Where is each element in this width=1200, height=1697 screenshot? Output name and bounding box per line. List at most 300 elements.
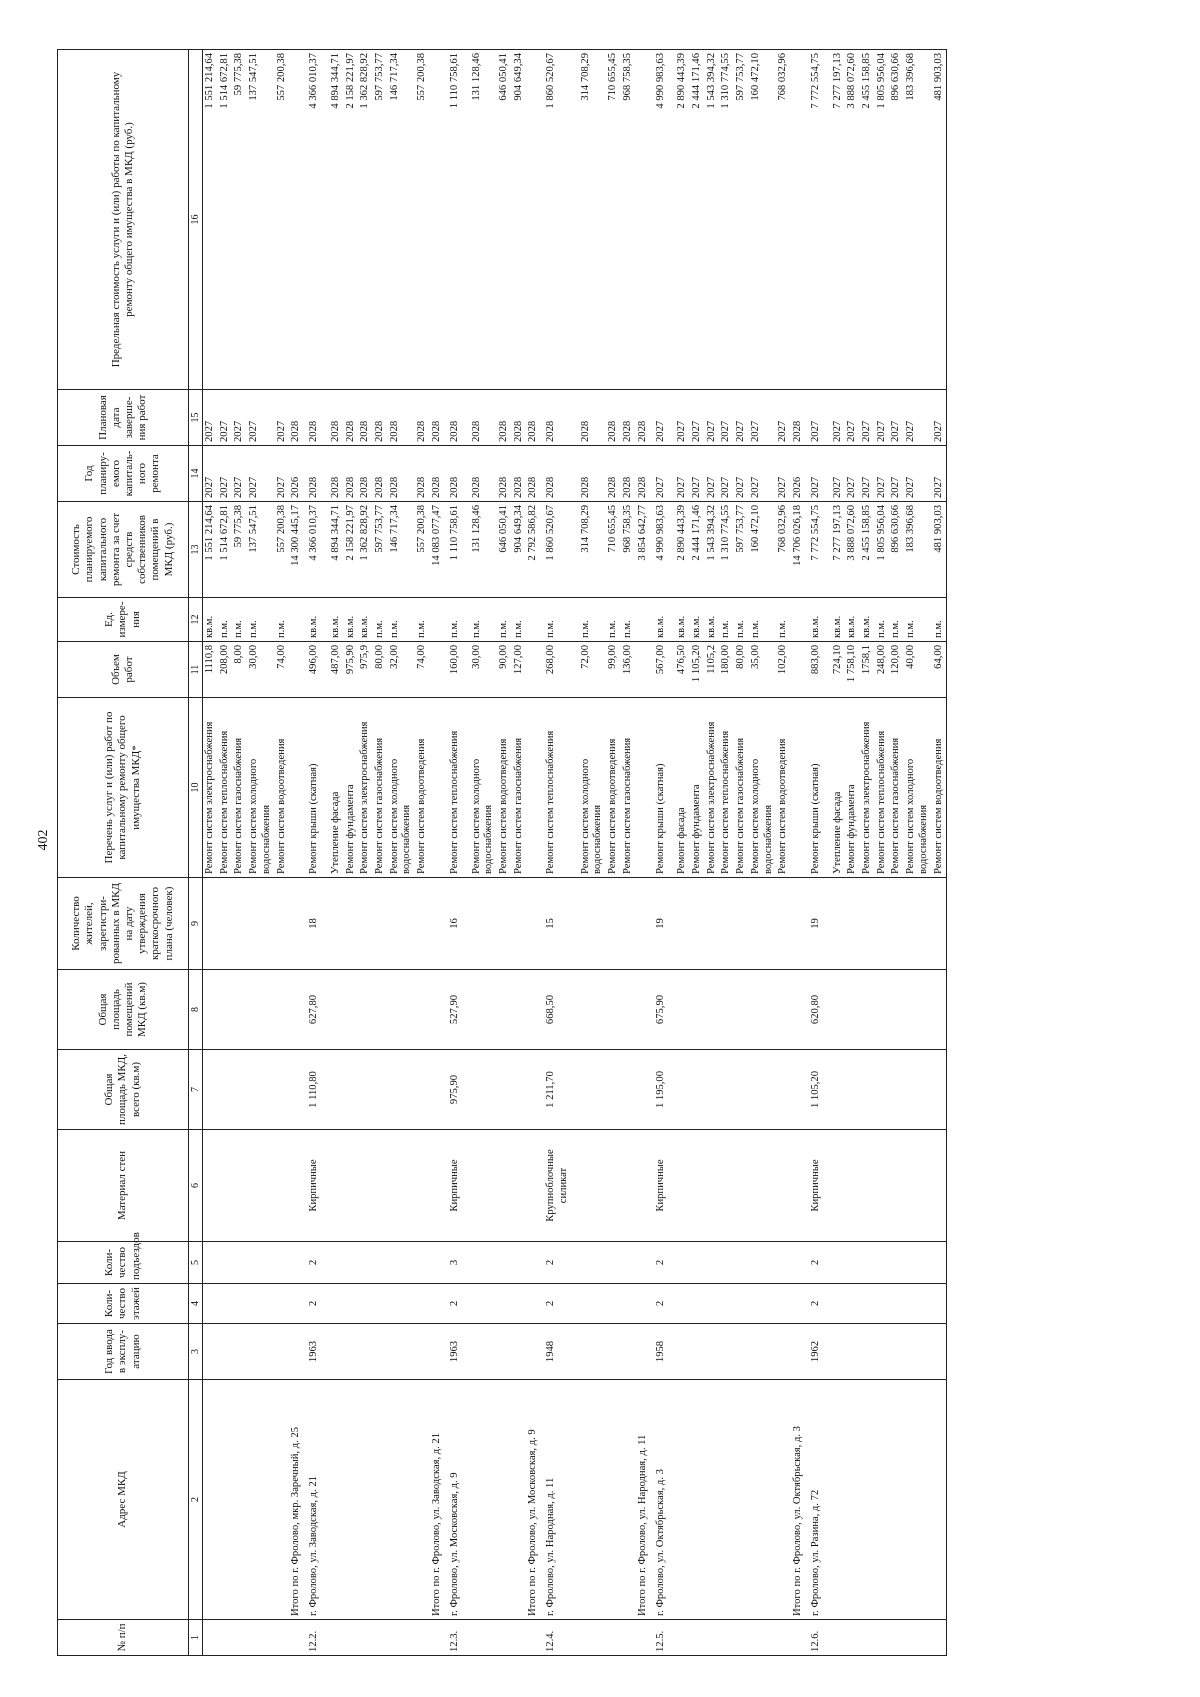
work-row <box>734 50 749 1656</box>
cell-col-13: 14 083 077,47 <box>430 502 448 598</box>
cell-col-5 <box>636 1242 654 1284</box>
cell-col-6 <box>831 1130 846 1242</box>
cell-col-11: 567,00 <box>654 642 676 698</box>
cell-col-4 <box>636 1284 654 1324</box>
cell-col-11: 40,00 <box>904 642 931 698</box>
cell-col-12: п.м. <box>470 598 497 642</box>
cell-col-3 <box>690 1324 705 1380</box>
cell-col-9 <box>791 878 809 970</box>
cell-col-4 <box>388 1284 415 1324</box>
cell-col-1 <box>203 1620 218 1656</box>
cell-col-2 <box>497 1380 512 1620</box>
column-number-3: 3 <box>189 1324 203 1380</box>
cell-col-12: п.м. <box>275 598 290 642</box>
cell-col-9 <box>415 878 430 970</box>
cell-col-16: 968 758,35 <box>621 50 636 390</box>
cell-col-9 <box>579 878 606 970</box>
cell-col-9 <box>705 878 720 970</box>
cell-col-9 <box>218 878 233 970</box>
cell-col-12: кв.м. <box>860 598 875 642</box>
cell-col-9 <box>203 878 218 970</box>
cell-col-2 <box>388 1380 415 1620</box>
cell-col-10: Ремонт систем холодного водоснабжения <box>904 698 931 878</box>
cell-col-7 <box>690 1050 705 1130</box>
cell-col-14: 2028 <box>636 446 654 502</box>
cell-col-9 <box>845 878 860 970</box>
cell-col-16: 896 630,66 <box>889 50 904 390</box>
cell-col-8: 527,90 <box>448 970 470 1050</box>
cell-col-7: 975,90 <box>448 1050 470 1130</box>
cell-col-14: 2027 <box>875 446 890 502</box>
cell-col-7 <box>579 1050 606 1130</box>
cell-col-6 <box>430 1130 448 1242</box>
cell-col-16 <box>636 50 654 390</box>
cell-col-16: 646 050,41 <box>497 50 512 390</box>
cell-col-8 <box>675 970 690 1050</box>
column-header-9: Количество жителей, зарегистри-рованных в МКД на дату утверждения краткосрочного плана (человек) <box>58 878 189 970</box>
cell-col-12: кв.м. <box>809 598 831 642</box>
cell-col-3 <box>232 1324 247 1380</box>
cell-col-2 <box>831 1380 846 1620</box>
cell-col-6 <box>675 1130 690 1242</box>
cell-col-6: Кирпичные <box>809 1130 831 1242</box>
cell-col-16: 2 455 158,85 <box>860 50 875 390</box>
cell-col-8 <box>932 970 947 1050</box>
cell-col-1 <box>831 1620 846 1656</box>
cell-col-12: кв.м. <box>358 598 373 642</box>
cell-col-11: 1105,2 <box>705 642 720 698</box>
cell-col-2 <box>203 1380 218 1620</box>
total-row <box>430 50 448 1656</box>
work-row <box>690 50 705 1656</box>
cell-col-15: 2027 <box>776 390 791 446</box>
cell-col-5 <box>932 1242 947 1284</box>
cell-col-1 <box>734 1620 749 1656</box>
cell-col-9 <box>344 878 359 970</box>
header-row <box>58 50 189 1656</box>
cell-col-15: 2027 <box>218 390 233 446</box>
cell-col-8 <box>497 970 512 1050</box>
cell-col-15: 2028 <box>430 390 448 446</box>
cell-col-11: 724,10 <box>831 642 846 698</box>
cell-col-12: п.м. <box>749 598 776 642</box>
cell-col-7 <box>218 1050 233 1130</box>
cell-col-3 <box>329 1324 344 1380</box>
cell-col-12: п.м. <box>932 598 947 642</box>
cell-col-7 <box>329 1050 344 1130</box>
cell-col-7 <box>636 1050 654 1130</box>
cell-col-6 <box>218 1130 233 1242</box>
object-row <box>307 50 329 1656</box>
cell-col-5 <box>218 1242 233 1284</box>
cell-col-14: 2028 <box>497 446 512 502</box>
cell-col-7 <box>606 1050 621 1130</box>
cell-col-7 <box>415 1050 430 1130</box>
column-header-14: Год планиру-емого капиталь-ного ремонта <box>58 446 189 502</box>
cell-col-7 <box>470 1050 497 1130</box>
cell-col-14: 2027 <box>232 446 247 502</box>
column-header-13: Стоимость планируемого капитального ремонта за счет средств собственников помещений в МКД (руб.) <box>58 502 189 598</box>
cell-col-15: 2028 <box>497 390 512 446</box>
cell-col-5: 2 <box>307 1242 329 1284</box>
cell-col-12: п.м. <box>875 598 890 642</box>
cell-col-1: 12.2. <box>307 1620 329 1656</box>
cell-col-1 <box>232 1620 247 1656</box>
cell-col-5 <box>344 1242 359 1284</box>
cell-col-15: 2028 <box>344 390 359 446</box>
cell-col-16: 768 032,96 <box>776 50 791 390</box>
cell-col-2: Итого по г. Фролово, ул. Заводская, д. 21 <box>430 1380 448 1620</box>
cell-col-4 <box>329 1284 344 1324</box>
cell-col-15: 2028 <box>289 390 307 446</box>
cell-col-7 <box>889 1050 904 1130</box>
cell-col-13: 1 310 774,55 <box>719 502 734 598</box>
cell-col-2: Итого по г. Фролово, мкр. Заречный, д. 25 <box>289 1380 307 1620</box>
cell-col-5 <box>358 1242 373 1284</box>
cell-col-11: 1110,8 <box>203 642 218 698</box>
cell-col-13: 1 110 758,61 <box>448 502 470 598</box>
cell-col-4: 2 <box>448 1284 470 1324</box>
cell-col-1 <box>512 1620 527 1656</box>
cell-col-6 <box>734 1130 749 1242</box>
cell-col-8 <box>860 970 875 1050</box>
total-row <box>791 50 809 1656</box>
cell-col-9 <box>358 878 373 970</box>
cell-col-3 <box>247 1324 274 1380</box>
cell-col-13: 597 753,77 <box>734 502 749 598</box>
cell-col-6: Крупноблочные силикат <box>544 1130 578 1242</box>
cell-col-3 <box>875 1324 890 1380</box>
cell-col-14: 2027 <box>776 446 791 502</box>
cell-col-1 <box>247 1620 274 1656</box>
cell-col-9 <box>831 878 846 970</box>
cell-col-6 <box>329 1130 344 1242</box>
cell-col-12: п.м. <box>719 598 734 642</box>
work-row <box>203 50 218 1656</box>
cell-col-14: 2028 <box>358 446 373 502</box>
rotated-page <box>57 50 1200 1656</box>
capital-repair-table <box>57 49 947 1656</box>
cell-col-2 <box>512 1380 527 1620</box>
cell-col-6 <box>889 1130 904 1242</box>
cell-col-12: кв.м. <box>307 598 329 642</box>
column-header-16: Предельная стоимость услуги и (или) работы по капитальному ремонту общего имущества в МКД (руб.) <box>58 50 189 390</box>
cell-col-10: Ремонт систем теплоснабжения <box>448 698 470 878</box>
cell-col-10: Ремонт систем водоотведения <box>776 698 791 878</box>
cell-col-10 <box>430 698 448 878</box>
cell-col-7 <box>373 1050 388 1130</box>
cell-col-7 <box>932 1050 947 1130</box>
cell-col-13: 7 772 554,75 <box>809 502 831 598</box>
column-number-5: 5 <box>189 1242 203 1284</box>
cell-col-5 <box>232 1242 247 1284</box>
cell-col-16 <box>526 50 544 390</box>
cell-col-2: Итого по г. Фролово, ул. Октябрьская, д. 3 <box>791 1380 809 1620</box>
cell-col-8 <box>344 970 359 1050</box>
cell-col-6 <box>860 1130 875 1242</box>
cell-col-10: Ремонт систем газоснабжения <box>373 698 388 878</box>
cell-col-1 <box>430 1620 448 1656</box>
cell-col-3 <box>831 1324 846 1380</box>
total-row <box>526 50 544 1656</box>
cell-col-7 <box>904 1050 931 1130</box>
column-number-row <box>189 50 203 1656</box>
cell-col-10 <box>636 698 654 878</box>
cell-col-3 <box>344 1324 359 1380</box>
cell-col-4 <box>344 1284 359 1324</box>
cell-col-10: Ремонт систем холодного водоснабжения <box>579 698 606 878</box>
cell-col-8 <box>889 970 904 1050</box>
cell-col-2 <box>932 1380 947 1620</box>
cell-col-14: 2027 <box>203 446 218 502</box>
object-row <box>654 50 676 1656</box>
cell-col-16: 2 158 221,97 <box>344 50 359 390</box>
cell-col-8 <box>247 970 274 1050</box>
cell-col-13: 2 444 171,46 <box>690 502 705 598</box>
work-row <box>497 50 512 1656</box>
cell-col-15: 2028 <box>388 390 415 446</box>
cell-col-16: 4 366 010,37 <box>307 50 329 390</box>
cell-col-13: 146 717,34 <box>388 502 415 598</box>
cell-col-15: 2027 <box>749 390 776 446</box>
cell-col-6 <box>791 1130 809 1242</box>
cell-col-12: кв.м. <box>344 598 359 642</box>
cell-col-13: 14 706 026,18 <box>791 502 809 598</box>
cell-col-9 <box>526 878 544 970</box>
cell-col-7 <box>526 1050 544 1130</box>
cell-col-14: 2028 <box>430 446 448 502</box>
cell-col-7 <box>232 1050 247 1130</box>
cell-col-5 <box>675 1242 690 1284</box>
work-row <box>373 50 388 1656</box>
cell-col-8 <box>904 970 931 1050</box>
cell-col-13: 1 543 394,32 <box>705 502 720 598</box>
cell-col-3: 1948 <box>544 1324 578 1380</box>
cell-col-8 <box>579 970 606 1050</box>
cell-col-10: Ремонт фасада <box>675 698 690 878</box>
cell-col-14: 2028 <box>579 446 606 502</box>
cell-col-1 <box>218 1620 233 1656</box>
cell-col-16: 597 753,77 <box>734 50 749 390</box>
cell-col-11: 127,00 <box>512 642 527 698</box>
cell-col-3: 1963 <box>448 1324 470 1380</box>
cell-col-14: 2028 <box>388 446 415 502</box>
column-number-9: 9 <box>189 878 203 970</box>
cell-col-16: 4 990 983,63 <box>654 50 676 390</box>
column-number-11: 11 <box>189 642 203 698</box>
cell-col-11: 30,00 <box>470 642 497 698</box>
column-number-10: 10 <box>189 698 203 878</box>
cell-col-1 <box>932 1620 947 1656</box>
cell-col-4 <box>705 1284 720 1324</box>
cell-col-10: Ремонт систем теплоснабжения <box>218 698 233 878</box>
cell-col-15: 2028 <box>544 390 578 446</box>
cell-col-11: 30,00 <box>247 642 274 698</box>
cell-col-7 <box>705 1050 720 1130</box>
cell-col-11: 136,00 <box>621 642 636 698</box>
cell-col-8 <box>512 970 527 1050</box>
cell-col-9: 18 <box>307 878 329 970</box>
cell-col-8: 620,80 <box>809 970 831 1050</box>
cell-col-2 <box>329 1380 344 1620</box>
work-row <box>358 50 373 1656</box>
cell-col-8 <box>275 970 290 1050</box>
column-number-15: 15 <box>189 390 203 446</box>
cell-col-4 <box>719 1284 734 1324</box>
cell-col-11: 476,50 <box>675 642 690 698</box>
cell-col-2 <box>358 1380 373 1620</box>
cell-col-6 <box>203 1130 218 1242</box>
cell-col-5 <box>289 1242 307 1284</box>
cell-col-15: 2027 <box>203 390 218 446</box>
cell-col-8 <box>289 970 307 1050</box>
cell-col-9 <box>430 878 448 970</box>
cell-col-4 <box>860 1284 875 1324</box>
cell-col-6 <box>289 1130 307 1242</box>
cell-col-6 <box>636 1130 654 1242</box>
cell-col-12: п.м. <box>415 598 430 642</box>
cell-col-10: Ремонт систем теплоснабжения <box>875 698 890 878</box>
cell-col-12 <box>791 598 809 642</box>
cell-col-4 <box>749 1284 776 1324</box>
cell-col-5 <box>776 1242 791 1284</box>
cell-col-5 <box>415 1242 430 1284</box>
cell-col-10: Ремонт систем холодного водоснабжения <box>388 698 415 878</box>
cell-col-15: 2028 <box>579 390 606 446</box>
cell-col-9 <box>776 878 791 970</box>
work-row <box>415 50 430 1656</box>
cell-col-5 <box>526 1242 544 1284</box>
cell-col-11: 496,00 <box>307 642 329 698</box>
cell-col-7 <box>358 1050 373 1130</box>
cell-col-11: 80,00 <box>373 642 388 698</box>
cell-col-2 <box>606 1380 621 1620</box>
cell-col-16: 1 310 774,55 <box>719 50 734 390</box>
cell-col-4 <box>932 1284 947 1324</box>
cell-col-11: 975,90 <box>344 642 359 698</box>
cell-col-10: Утепление фасада <box>831 698 846 878</box>
cell-col-10: Ремонт систем газоснабжения <box>889 698 904 878</box>
cell-col-8 <box>218 970 233 1050</box>
cell-col-13: 59 775,38 <box>232 502 247 598</box>
cell-col-2 <box>232 1380 247 1620</box>
cell-col-11: 32,00 <box>388 642 415 698</box>
cell-col-11: 180,00 <box>719 642 734 698</box>
cell-col-5 <box>831 1242 846 1284</box>
cell-col-14: 2028 <box>606 446 621 502</box>
cell-col-6 <box>388 1130 415 1242</box>
cell-col-3 <box>705 1324 720 1380</box>
cell-col-2: г. Фролово, ул. Московская, д. 9 <box>448 1380 470 1620</box>
cell-col-4 <box>247 1284 274 1324</box>
cell-col-13: 1 860 520,67 <box>544 502 578 598</box>
table-header <box>58 50 203 1656</box>
cell-col-8 <box>705 970 720 1050</box>
cell-col-6 <box>470 1130 497 1242</box>
cell-col-2 <box>875 1380 890 1620</box>
cell-col-6 <box>358 1130 373 1242</box>
cell-col-3 <box>512 1324 527 1380</box>
cell-col-15: 2027 <box>860 390 875 446</box>
cell-col-14: 2027 <box>860 446 875 502</box>
cell-col-12: кв.м. <box>203 598 218 642</box>
work-row <box>831 50 846 1656</box>
cell-col-2 <box>860 1380 875 1620</box>
cell-col-13: 2 455 158,85 <box>860 502 875 598</box>
cell-col-6 <box>705 1130 720 1242</box>
cell-col-7 <box>791 1050 809 1130</box>
cell-col-13: 2 158 221,97 <box>344 502 359 598</box>
cell-col-13: 3 854 642,77 <box>636 502 654 598</box>
cell-col-6 <box>845 1130 860 1242</box>
cell-col-5 <box>860 1242 875 1284</box>
cell-col-3 <box>415 1324 430 1380</box>
work-row <box>579 50 606 1656</box>
cell-col-14: 2027 <box>218 446 233 502</box>
cell-col-5 <box>690 1242 705 1284</box>
cell-col-16: 146 717,34 <box>388 50 415 390</box>
column-header-10: Перечень услуг и (или) работ по капитальному ремонту общего имущества МКД* <box>58 698 189 878</box>
cell-col-15: 2027 <box>734 390 749 446</box>
cell-col-5 <box>373 1242 388 1284</box>
cell-col-15: 2028 <box>373 390 388 446</box>
cell-col-11: 72,00 <box>579 642 606 698</box>
cell-col-10: Ремонт систем водоотведения <box>415 698 430 878</box>
cell-col-15: 2027 <box>690 390 705 446</box>
cell-col-15: 2027 <box>889 390 904 446</box>
column-header-12: Ед. измере-ния <box>58 598 189 642</box>
cell-col-11: 208,00 <box>218 642 233 698</box>
cell-col-12: кв.м. <box>831 598 846 642</box>
table-body <box>203 50 947 1656</box>
work-row <box>749 50 776 1656</box>
cell-col-2 <box>690 1380 705 1620</box>
cell-col-1 <box>749 1620 776 1656</box>
work-row <box>344 50 359 1656</box>
cell-col-4 <box>621 1284 636 1324</box>
cell-col-16: 481 903,03 <box>932 50 947 390</box>
cell-col-2 <box>579 1380 606 1620</box>
work-row <box>329 50 344 1656</box>
cell-col-9 <box>719 878 734 970</box>
cell-col-10: Ремонт фундамента <box>344 698 359 878</box>
cell-col-7 <box>275 1050 290 1130</box>
cell-col-5: 3 <box>448 1242 470 1284</box>
cell-col-4 <box>497 1284 512 1324</box>
cell-col-10 <box>289 698 307 878</box>
cell-col-12: п.м. <box>448 598 470 642</box>
cell-col-13: 896 630,66 <box>889 502 904 598</box>
cell-col-4 <box>606 1284 621 1324</box>
cell-col-11: 80,00 <box>734 642 749 698</box>
cell-col-12: кв.м. <box>690 598 705 642</box>
cell-col-8 <box>415 970 430 1050</box>
cell-col-4 <box>675 1284 690 1324</box>
cell-col-1 <box>606 1620 621 1656</box>
cell-col-10: Ремонт крыши (скатная) <box>307 698 329 878</box>
cell-col-16: 904 649,34 <box>512 50 527 390</box>
cell-col-16: 2 890 443,39 <box>675 50 690 390</box>
cell-col-15: 2027 <box>654 390 676 446</box>
cell-col-8 <box>776 970 791 1050</box>
cell-col-12: кв.м. <box>675 598 690 642</box>
cell-col-1 <box>373 1620 388 1656</box>
cell-col-10: Ремонт фундамента <box>690 698 705 878</box>
cell-col-11: 1 105,20 <box>690 642 705 698</box>
cell-col-5 <box>275 1242 290 1284</box>
cell-col-16: 557 200,38 <box>275 50 290 390</box>
cell-col-2 <box>344 1380 359 1620</box>
